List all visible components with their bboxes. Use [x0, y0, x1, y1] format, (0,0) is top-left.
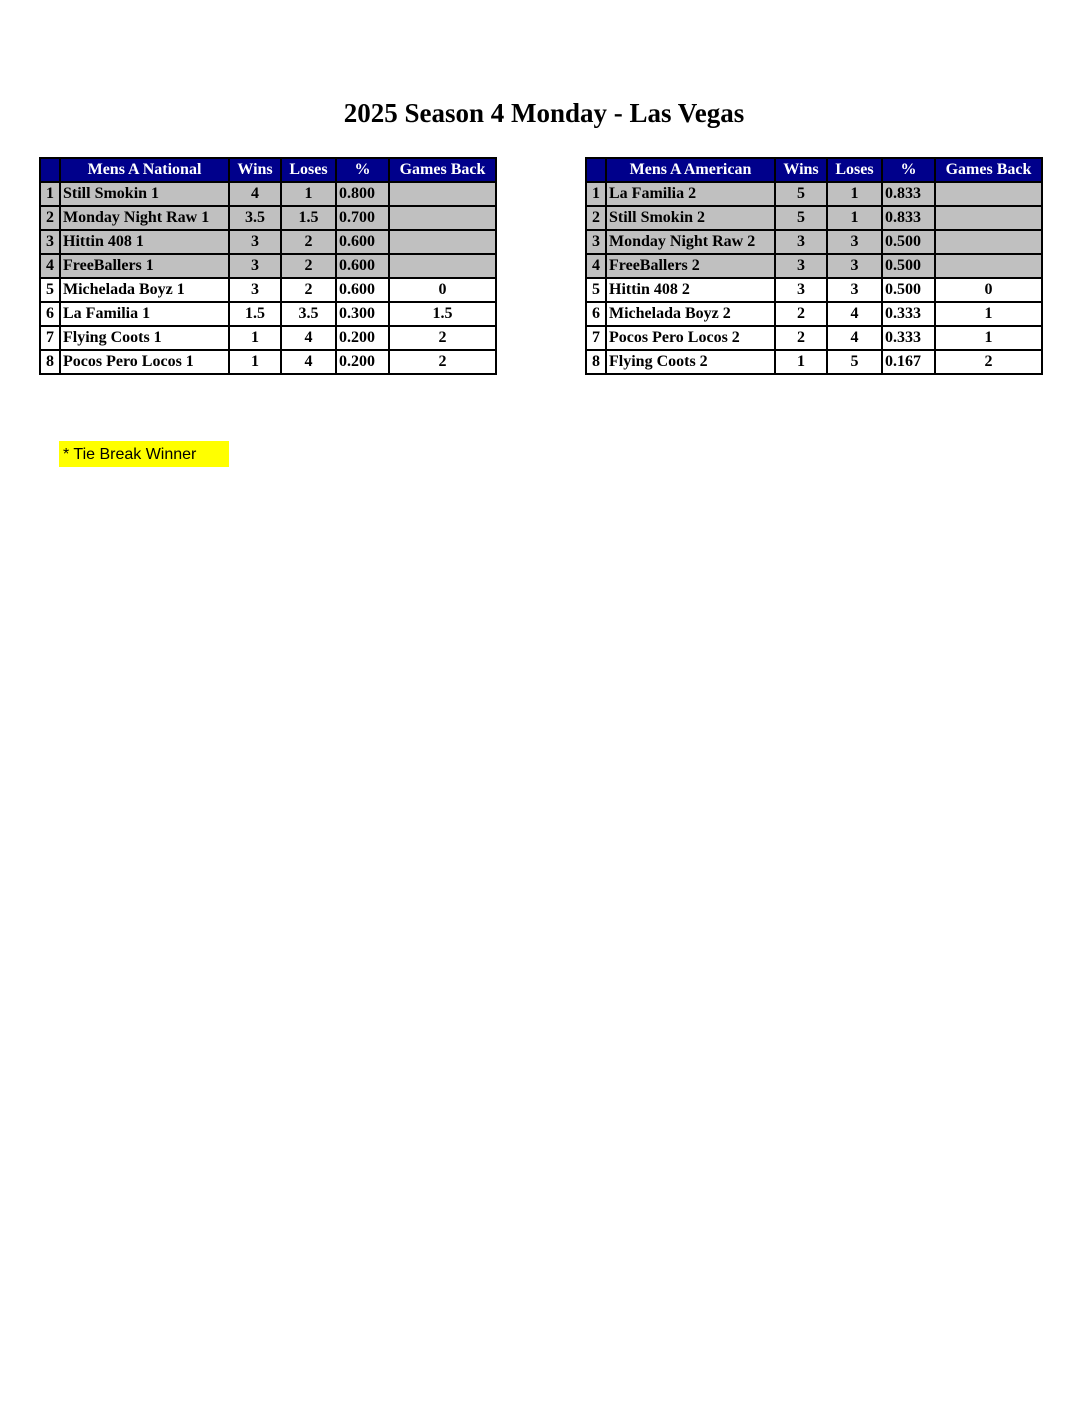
wins-cell: 3 [775, 278, 827, 302]
pct-header: % [336, 158, 389, 182]
wins-cell: 3 [775, 230, 827, 254]
team-name-cell: Michelada Boyz 2 [606, 302, 775, 326]
wins-cell: 1.5 [229, 302, 281, 326]
loses-header: Loses [281, 158, 336, 182]
team-name-cell: Pocos Pero Locos 1 [60, 350, 229, 374]
division-header: Mens A American [606, 158, 775, 182]
table-row [586, 302, 1042, 326]
loses-cell: 3 [827, 278, 882, 302]
table-row [40, 326, 496, 350]
rank-cell: 6 [586, 302, 606, 326]
wins-cell: 5 [775, 206, 827, 230]
games-back-header: Games Back [935, 158, 1042, 182]
pct-cell: 0.833 [882, 206, 935, 230]
rank-cell: 1 [586, 182, 606, 206]
games-back-cell [389, 182, 496, 206]
games-back-cell [389, 206, 496, 230]
wins-cell: 3.5 [229, 206, 281, 230]
standings-table-american [585, 157, 1043, 375]
games-back-cell [935, 254, 1042, 278]
pct-cell: 0.333 [882, 302, 935, 326]
games-back-cell [935, 182, 1042, 206]
rank-cell: 6 [40, 302, 60, 326]
rank-cell: 7 [40, 326, 60, 350]
table-row [40, 278, 496, 302]
team-name-cell: Flying Coots 2 [606, 350, 775, 374]
pct-cell: 0.167 [882, 350, 935, 374]
wins-cell: 3 [775, 254, 827, 278]
wins-cell: 5 [775, 182, 827, 206]
page-title: 2025 Season 4 Monday - Las Vegas [343, 98, 745, 128]
games-back-cell [935, 230, 1042, 254]
table-header-row [40, 158, 496, 182]
team-name-cell: Still Smokin 1 [60, 182, 229, 206]
standings-table-national [39, 157, 497, 375]
pct-header: % [882, 158, 935, 182]
pct-cell: 0.700 [336, 206, 389, 230]
pct-cell: 0.800 [336, 182, 389, 206]
team-name-cell: Hittin 408 2 [606, 278, 775, 302]
pct-cell: 0.333 [882, 326, 935, 350]
games-back-cell: 1 [935, 326, 1042, 350]
wins-header: Wins [775, 158, 827, 182]
table-row [586, 326, 1042, 350]
table-row [586, 254, 1042, 278]
rank-cell: 8 [586, 350, 606, 374]
loses-cell: 2 [281, 254, 336, 278]
rank-cell: 5 [40, 278, 60, 302]
wins-cell: 1 [229, 350, 281, 374]
team-name-cell: Flying Coots 1 [60, 326, 229, 350]
wins-cell: 2 [775, 302, 827, 326]
wins-cell: 3 [229, 278, 281, 302]
pct-cell: 0.200 [336, 326, 389, 350]
table-row [586, 278, 1042, 302]
games-back-header: Games Back [389, 158, 496, 182]
games-back-cell: 1.5 [389, 302, 496, 326]
wins-cell: 2 [775, 326, 827, 350]
pct-cell: 0.833 [882, 182, 935, 206]
team-name-cell: Hittin 408 1 [60, 230, 229, 254]
table-row [40, 206, 496, 230]
table-row [40, 254, 496, 278]
team-name-cell: FreeBallers 1 [60, 254, 229, 278]
table-row [586, 230, 1042, 254]
table-header-row [586, 158, 1042, 182]
rank-cell: 7 [586, 326, 606, 350]
games-back-cell: 2 [389, 350, 496, 374]
games-back-cell [935, 206, 1042, 230]
loses-cell: 5 [827, 350, 882, 374]
wins-cell: 1 [229, 326, 281, 350]
rank-cell: 1 [40, 182, 60, 206]
rank-cell: 4 [40, 254, 60, 278]
games-back-cell [389, 230, 496, 254]
loses-cell: 1 [827, 182, 882, 206]
rank-cell: 2 [586, 206, 606, 230]
wins-cell: 1 [775, 350, 827, 374]
loses-cell: 2 [281, 230, 336, 254]
team-name-cell: Michelada Boyz 1 [60, 278, 229, 302]
rank-cell: 3 [586, 230, 606, 254]
team-name-cell: La Familia 1 [60, 302, 229, 326]
loses-header: Loses [827, 158, 882, 182]
games-back-cell: 0 [935, 278, 1042, 302]
loses-cell: 1.5 [281, 206, 336, 230]
games-back-cell [389, 254, 496, 278]
team-name-cell: Pocos Pero Locos 2 [606, 326, 775, 350]
loses-cell: 4 [827, 302, 882, 326]
pct-cell: 0.600 [336, 254, 389, 278]
loses-cell: 4 [827, 326, 882, 350]
team-name-cell: Monday Night Raw 2 [606, 230, 775, 254]
team-name-cell: La Familia 2 [606, 182, 775, 206]
games-back-cell: 0 [389, 278, 496, 302]
rank-cell: 4 [586, 254, 606, 278]
rank-header [40, 158, 60, 182]
tie-break-legend: * Tie Break Winner [59, 441, 229, 467]
table-row [40, 230, 496, 254]
pct-cell: 0.300 [336, 302, 389, 326]
pct-cell: 0.500 [882, 278, 935, 302]
table-row [40, 302, 496, 326]
rank-cell: 8 [40, 350, 60, 374]
pct-cell: 0.200 [336, 350, 389, 374]
pct-cell: 0.500 [882, 230, 935, 254]
games-back-cell: 2 [935, 350, 1042, 374]
loses-cell: 3 [827, 230, 882, 254]
pct-cell: 0.600 [336, 278, 389, 302]
loses-cell: 1 [827, 206, 882, 230]
table-row [586, 206, 1042, 230]
table-row [586, 182, 1042, 206]
loses-cell: 3.5 [281, 302, 336, 326]
loses-cell: 3 [827, 254, 882, 278]
rank-header [586, 158, 606, 182]
pct-cell: 0.500 [882, 254, 935, 278]
team-name-cell: Monday Night Raw 1 [60, 206, 229, 230]
wins-cell: 3 [229, 254, 281, 278]
table-row [586, 350, 1042, 374]
wins-cell: 4 [229, 182, 281, 206]
team-name-cell: Still Smokin 2 [606, 206, 775, 230]
pct-cell: 0.600 [336, 230, 389, 254]
table-row [40, 182, 496, 206]
games-back-cell: 2 [389, 326, 496, 350]
games-back-cell: 1 [935, 302, 1042, 326]
rank-cell: 3 [40, 230, 60, 254]
wins-header: Wins [229, 158, 281, 182]
division-header: Mens A National [60, 158, 229, 182]
team-name-cell: FreeBallers 2 [606, 254, 775, 278]
rank-cell: 2 [40, 206, 60, 230]
loses-cell: 4 [281, 350, 336, 374]
wins-cell: 3 [229, 230, 281, 254]
rank-cell: 5 [586, 278, 606, 302]
table-row [40, 350, 496, 374]
loses-cell: 1 [281, 182, 336, 206]
loses-cell: 4 [281, 326, 336, 350]
loses-cell: 2 [281, 278, 336, 302]
